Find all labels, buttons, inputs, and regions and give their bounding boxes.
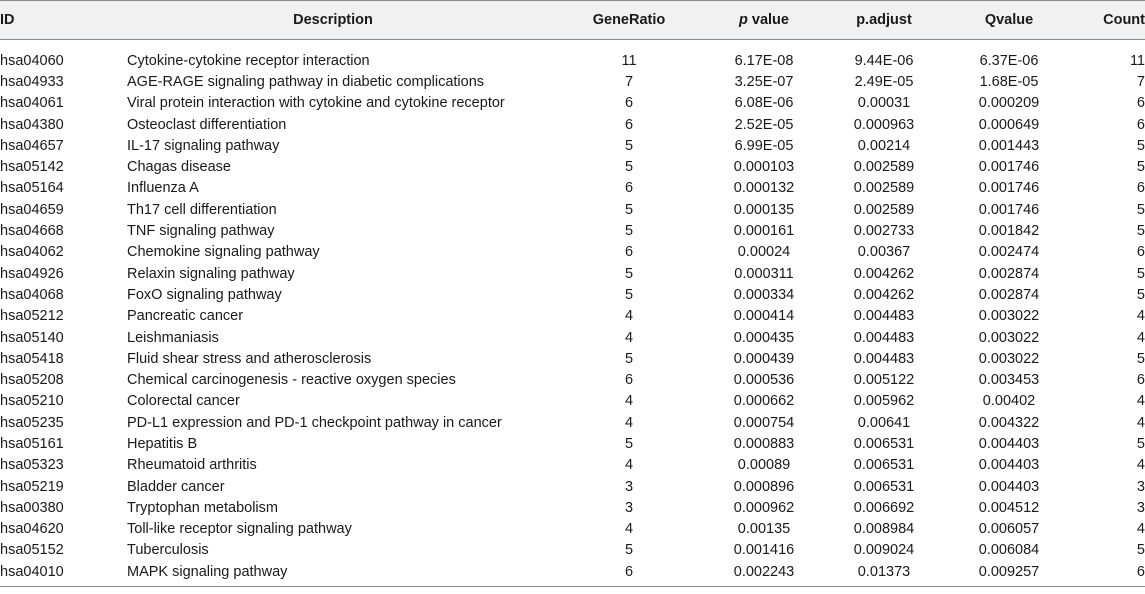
cell-description: Chemical carcinogenesis - reactive oxygen species xyxy=(127,372,456,389)
cell-id: hsa05235 xyxy=(0,414,64,431)
header-row xyxy=(0,1,1145,40)
table-body xyxy=(0,40,1145,587)
cell-description: Viral protein interaction with cytokine and cytokine receptor xyxy=(127,95,505,112)
cell-id: hsa04620 xyxy=(0,521,64,538)
cell-description: IL-17 signaling pathway xyxy=(127,137,280,154)
cell-p-adjust: 0.002733 xyxy=(853,223,915,240)
cell-id: hsa05152 xyxy=(0,542,64,559)
table-header xyxy=(0,1,1145,40)
cell-p-adjust: 0.005962 xyxy=(853,393,915,410)
cell-p-adjust: 0.009024 xyxy=(853,542,915,559)
cell-p-adjust: 0.008984 xyxy=(853,521,915,538)
cell-p-adjust: 0.005122 xyxy=(853,372,915,389)
cell-gene-ratio: 4 xyxy=(624,457,634,474)
cell-count: 6 xyxy=(1136,372,1145,389)
cell-q-value: 0.003022 xyxy=(978,308,1040,325)
cell-description: TNF signaling pathway xyxy=(127,223,275,240)
cell-count: 4 xyxy=(1136,521,1145,538)
table-row xyxy=(0,199,1145,220)
cell-description: Tuberculosis xyxy=(127,542,209,559)
cell-q-value: 0.001746 xyxy=(978,159,1040,176)
cell-p-adjust: 0.002589 xyxy=(853,180,915,197)
cell-count: 6 xyxy=(1136,180,1145,197)
table-row xyxy=(0,327,1145,348)
cell-p-value: 0.000414 xyxy=(733,308,795,325)
table-row xyxy=(0,114,1145,135)
cell-id: hsa05161 xyxy=(0,435,64,452)
cell-p-value: 0.00089 xyxy=(737,457,791,474)
cell-gene-ratio: 7 xyxy=(624,73,634,90)
cell-p-adjust: 0.004483 xyxy=(853,308,915,325)
table-row xyxy=(0,348,1145,369)
table-row xyxy=(0,476,1145,497)
cell-description: Toll-like receptor signaling pathway xyxy=(127,521,352,538)
header-q-value: Qvalue xyxy=(949,1,1069,40)
cell-q-value: 0.00402 xyxy=(982,393,1036,410)
cell-description: Leishmaniasis xyxy=(127,329,219,346)
cell-p-adjust: 0.004483 xyxy=(853,350,915,367)
cell-gene-ratio: 3 xyxy=(624,478,634,495)
cell-count: 4 xyxy=(1136,393,1145,410)
cell-p-value: 3.25E-07 xyxy=(734,73,794,90)
cell-description: Colorectal cancer xyxy=(127,393,240,410)
table-row xyxy=(0,561,1145,587)
cell-count: 5 xyxy=(1136,435,1145,452)
cell-p-adjust: 0.004483 xyxy=(853,329,915,346)
table-row xyxy=(0,391,1145,412)
cell-gene-ratio: 5 xyxy=(624,265,634,282)
cell-gene-ratio: 4 xyxy=(624,414,634,431)
table-row xyxy=(0,306,1145,327)
table-row xyxy=(0,220,1145,241)
cell-p-value: 0.000896 xyxy=(733,478,795,495)
cell-description: AGE-RAGE signaling pathway in diabetic complications xyxy=(127,73,485,90)
cell-gene-ratio: 4 xyxy=(624,329,634,346)
cell-q-value: 0.002474 xyxy=(978,244,1040,261)
cell-gene-ratio: 5 xyxy=(624,137,634,154)
cell-p-value: 2.52E-05 xyxy=(734,116,794,133)
cell-description: MAPK signaling pathway xyxy=(117,561,549,587)
cell-id: hsa04061 xyxy=(0,95,64,112)
cell-p-adjust: 0.00031 xyxy=(857,95,911,112)
cell-p-adjust: 2.49E-05 xyxy=(854,73,914,90)
cell-gene-ratio: 6 xyxy=(624,116,634,133)
cell-q-value: 0.001746 xyxy=(978,180,1040,197)
cell-count: 4 xyxy=(1136,457,1145,474)
cell-gene-ratio: 5 xyxy=(624,159,634,176)
cell-count: 5 xyxy=(1136,137,1145,154)
cell-description: Th17 cell differentiation xyxy=(127,201,277,218)
cell-id: hsa00380 xyxy=(0,499,64,516)
cell-description: PD-L1 expression and PD-1 checkpoint pathway in cancer xyxy=(127,414,502,431)
table-row xyxy=(0,242,1145,263)
cell-id: hsa05323 xyxy=(0,457,64,474)
cell-id: hsa05142 xyxy=(0,159,64,176)
cell-description: Fluid shear stress and atherosclerosis xyxy=(127,350,372,367)
cell-q-value: 0.004512 xyxy=(978,499,1040,516)
cell-count: 6 xyxy=(1136,95,1145,112)
cell-p-value: 0.00135 xyxy=(737,521,791,538)
cell-count: 5 xyxy=(1136,542,1145,559)
cell-count: 5 xyxy=(1136,350,1145,367)
cell-description: Influenza A xyxy=(127,180,199,197)
cell-count: 4 xyxy=(1136,414,1145,431)
cell-id: hsa04659 xyxy=(0,201,64,218)
table-row xyxy=(0,519,1145,540)
cell-p-value: 0.000662 xyxy=(733,393,795,410)
cell-id: hsa04010 xyxy=(0,561,117,587)
cell-p-adjust: 0.002589 xyxy=(853,201,915,218)
cell-q-value: 0.002874 xyxy=(978,265,1040,282)
cell-description: Relaxin signaling pathway xyxy=(127,265,295,282)
cell-count: 4 xyxy=(1136,308,1145,325)
cell-id: hsa04060 xyxy=(0,52,64,69)
cell-gene-ratio: 6 xyxy=(624,180,634,197)
cell-q-value: 0.003453 xyxy=(978,372,1040,389)
cell-description: Pancreatic cancer xyxy=(127,308,244,325)
cell-q-value: 0.006057 xyxy=(978,521,1040,538)
cell-description: Bladder cancer xyxy=(127,478,225,495)
table-row xyxy=(0,178,1145,199)
cell-p-value: 6.17E-08 xyxy=(734,52,794,69)
cell-gene-ratio: 5 xyxy=(624,286,634,303)
cell-description: Tryptophan metabolism xyxy=(127,499,278,516)
cell-q-value: 0.009257 xyxy=(949,561,1069,587)
cell-id: hsa04657 xyxy=(0,137,64,154)
header-p-value-rest: value xyxy=(747,12,789,28)
cell-p-value: 0.000754 xyxy=(733,414,795,431)
cell-p-value: 0.000439 xyxy=(733,350,795,367)
cell-p-adjust: 0.004262 xyxy=(853,286,915,303)
cell-id: hsa04668 xyxy=(0,223,64,240)
cell-count: 5 xyxy=(1136,159,1145,176)
header-count: Count xyxy=(1069,1,1145,40)
cell-description: Osteoclast differentiation xyxy=(127,116,287,133)
table-row xyxy=(0,71,1145,92)
cell-gene-ratio: 5 xyxy=(624,201,634,218)
cell-id: hsa05208 xyxy=(0,372,64,389)
cell-count: 11 xyxy=(1129,52,1145,69)
table-row xyxy=(0,540,1145,561)
cell-gene-ratio: 4 xyxy=(624,308,634,325)
cell-p-adjust: 0.002589 xyxy=(853,159,915,176)
cell-id: hsa04068 xyxy=(0,286,64,303)
table-row xyxy=(0,135,1145,156)
cell-gene-ratio: 4 xyxy=(624,393,634,410)
cell-count: 5 xyxy=(1136,201,1145,218)
cell-q-value: 0.000209 xyxy=(978,95,1040,112)
header-gene-ratio: GeneRatio xyxy=(549,1,709,40)
cell-p-adjust: 0.00367 xyxy=(857,244,911,261)
cell-description: Rheumatoid arthritis xyxy=(127,457,257,474)
cell-p-adjust: 0.00214 xyxy=(857,137,911,154)
cell-p-value: 0.000132 xyxy=(733,180,795,197)
cell-id: hsa05164 xyxy=(0,180,64,197)
cell-q-value: 0.000649 xyxy=(978,116,1040,133)
cell-q-value: 0.004322 xyxy=(978,414,1040,431)
cell-description: Hepatitis B xyxy=(127,435,198,452)
cell-q-value: 0.006084 xyxy=(978,542,1040,559)
cell-gene-ratio: 5 xyxy=(624,542,634,559)
cell-gene-ratio: 6 xyxy=(624,244,634,261)
cell-p-value: 0.000536 xyxy=(733,372,795,389)
table-row xyxy=(0,433,1145,454)
cell-gene-ratio: 6 xyxy=(549,561,709,587)
cell-p-value: 0.00024 xyxy=(737,244,791,261)
cell-count: 6 xyxy=(1069,561,1145,587)
cell-p-adjust: 0.006531 xyxy=(853,457,915,474)
cell-gene-ratio: 5 xyxy=(624,435,634,452)
cell-q-value: 0.004403 xyxy=(978,478,1040,495)
table-row xyxy=(0,497,1145,518)
cell-gene-ratio: 5 xyxy=(624,350,634,367)
cell-p-adjust: 9.44E-06 xyxy=(854,52,914,69)
cell-q-value: 0.002874 xyxy=(978,286,1040,303)
cell-p-value: 0.000135 xyxy=(733,201,795,218)
cell-count: 5 xyxy=(1136,223,1145,240)
cell-q-value: 0.001746 xyxy=(978,201,1040,218)
cell-p-adjust: 0.004262 xyxy=(853,265,915,282)
cell-description: Chemokine signaling pathway xyxy=(127,244,320,261)
cell-p-value: 0.001416 xyxy=(733,542,795,559)
cell-gene-ratio: 6 xyxy=(624,372,634,389)
cell-p-value: 0.000161 xyxy=(733,223,795,240)
header-description: Description xyxy=(117,1,549,40)
cell-id: hsa04926 xyxy=(0,265,64,282)
cell-p-value: 0.000311 xyxy=(734,265,794,282)
cell-p-value: 0.000435 xyxy=(733,329,795,346)
cell-q-value: 1.68E-05 xyxy=(979,73,1039,90)
cell-p-value: 0.000334 xyxy=(733,286,795,303)
table-row xyxy=(0,455,1145,476)
cell-gene-ratio: 3 xyxy=(624,499,634,516)
cell-gene-ratio: 11 xyxy=(621,52,637,69)
table-row xyxy=(0,40,1145,72)
table-row xyxy=(0,156,1145,177)
table-row xyxy=(0,263,1145,284)
cell-count: 5 xyxy=(1136,286,1145,303)
table-row xyxy=(0,369,1145,390)
cell-description: Chagas disease xyxy=(127,159,231,176)
cell-q-value: 0.004403 xyxy=(978,435,1040,452)
table-row xyxy=(0,412,1145,433)
cell-id: hsa04380 xyxy=(0,116,64,133)
cell-p-value: 6.08E-06 xyxy=(734,95,794,112)
cell-count: 3 xyxy=(1136,478,1145,495)
cell-q-value: 0.001842 xyxy=(978,223,1040,240)
cell-p-value: 0.002243 xyxy=(709,561,819,587)
cell-gene-ratio: 4 xyxy=(624,521,634,538)
cell-gene-ratio: 6 xyxy=(624,95,634,112)
cell-gene-ratio: 5 xyxy=(624,223,634,240)
cell-p-adjust: 0.000963 xyxy=(853,116,915,133)
cell-p-adjust: 0.01373 xyxy=(819,561,949,587)
cell-id: hsa05140 xyxy=(0,329,64,346)
header-id: ID xyxy=(0,1,117,40)
cell-description: FoxO signaling pathway xyxy=(127,286,282,303)
cell-p-value: 0.000962 xyxy=(733,499,795,516)
cell-id: hsa05219 xyxy=(0,478,64,495)
cell-count: 4 xyxy=(1136,329,1145,346)
cell-count: 6 xyxy=(1136,244,1145,261)
cell-p-value: 0.000883 xyxy=(733,435,795,452)
cell-q-value: 6.37E-06 xyxy=(979,52,1039,69)
cell-id: hsa05418 xyxy=(0,350,64,367)
header-p-adjust: p.adjust xyxy=(819,1,949,40)
cell-id: hsa05212 xyxy=(0,308,64,325)
cell-p-value: 0.000103 xyxy=(733,159,795,176)
cell-p-value: 6.99E-05 xyxy=(734,137,794,154)
cell-description: Cytokine-cytokine receptor interaction xyxy=(127,52,370,69)
cell-p-adjust: 0.006531 xyxy=(853,435,915,452)
cell-id: hsa04933 xyxy=(0,73,64,90)
cell-p-adjust: 0.006531 xyxy=(853,478,915,495)
cell-p-adjust: 0.006692 xyxy=(853,499,915,516)
cell-count: 3 xyxy=(1136,499,1145,516)
cell-id: hsa04062 xyxy=(0,244,64,261)
header-p-value xyxy=(709,1,819,40)
cell-q-value: 0.003022 xyxy=(978,329,1040,346)
cell-q-value: 0.003022 xyxy=(978,350,1040,367)
cell-q-value: 0.001443 xyxy=(978,137,1040,154)
header-p-value-italic: p xyxy=(739,12,748,28)
cell-count: 7 xyxy=(1136,73,1145,90)
table-row xyxy=(0,93,1145,114)
cell-id: hsa05210 xyxy=(0,393,64,410)
cell-count: 5 xyxy=(1136,265,1145,282)
table-row xyxy=(0,284,1145,305)
cell-q-value: 0.004403 xyxy=(978,457,1040,474)
cell-count: 6 xyxy=(1136,116,1145,133)
cell-p-adjust: 0.00641 xyxy=(857,414,911,431)
